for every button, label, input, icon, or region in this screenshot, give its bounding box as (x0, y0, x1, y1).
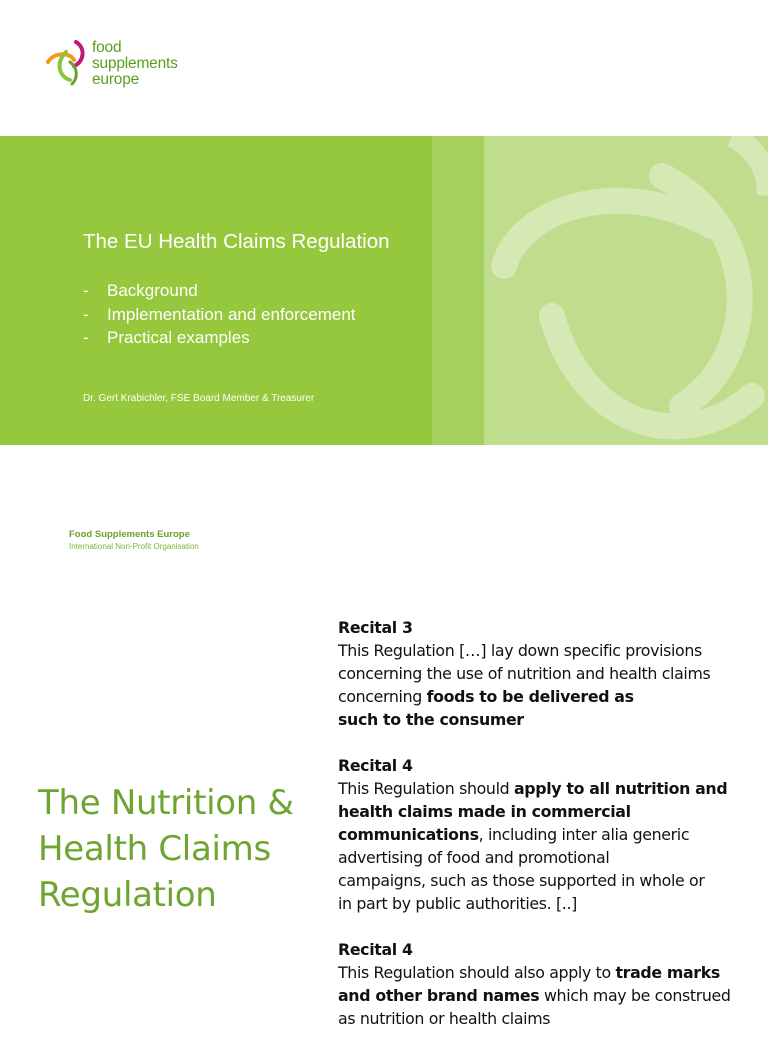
agenda-item (83, 326, 356, 350)
author-line: Dr. Gert Krabichler, FSE Board Member & Treasurer (83, 393, 315, 404)
emphasis-text: such to the consumer (338, 710, 524, 729)
body-text: in part by public authorities. [..] (338, 894, 577, 913)
agenda-item (83, 279, 356, 303)
recital-line (338, 961, 758, 984)
body-text: campaigns, such as those supported in whole or (338, 871, 705, 890)
emphasis-text: and other brand names (338, 986, 540, 1005)
organisation-subtitle: International Non-Profit Organisation (69, 542, 199, 551)
logo-line: europe (92, 71, 140, 88)
recital-line (338, 777, 758, 800)
slide-title (38, 780, 294, 918)
presentation-title: The EU Health Claims Regulation (83, 230, 390, 253)
slide-title-line: The Nutrition & (38, 783, 294, 823)
slide-title-line: Health Claims (38, 829, 271, 869)
emphasis-text: apply to all nutrition and (513, 779, 728, 798)
fse-decorative-arcs (432, 136, 768, 445)
recital-heading: Recital 3 (338, 618, 413, 637)
recital-line (338, 892, 758, 915)
recital-line (338, 708, 758, 731)
organisation-name: Food Supplements Europe (69, 529, 190, 540)
recital-line (338, 639, 758, 662)
agenda-item-text: Implementation and enforcement (107, 304, 356, 324)
recital-text (338, 777, 758, 915)
recital-line (338, 685, 758, 708)
recital-line (338, 662, 758, 685)
agenda-item (83, 303, 356, 327)
recital-line (338, 1007, 758, 1030)
recital-line (338, 869, 758, 892)
recital-block (338, 616, 758, 731)
recital-heading: Recital 4 (338, 940, 413, 959)
body-text: , including inter alia generic (478, 825, 690, 844)
fse-logo-icon (44, 38, 88, 90)
emphasis-text: communications (338, 825, 479, 844)
recital-line (338, 984, 758, 1007)
recital-block (338, 754, 758, 915)
emphasis-text: foods to be delivered as (426, 687, 634, 706)
logo-wordmark (92, 40, 178, 88)
agenda-item-text: Background (107, 281, 198, 300)
body-text: This Regulation should (338, 779, 514, 798)
bullet-dash: - (83, 304, 89, 324)
body-text: This Regulation should also apply to (338, 963, 616, 982)
body-text: which may be construed (539, 986, 731, 1005)
body-text: as nutrition or health claims (338, 1009, 551, 1028)
fse-logo (44, 38, 178, 90)
body-text: This Regulation […] lay down specific provisions (338, 641, 702, 660)
recital-line (338, 823, 758, 846)
recitals-column (338, 616, 758, 1053)
body-text: advertising of food and promotional (338, 848, 610, 867)
recital-heading: Recital 4 (338, 756, 413, 775)
emphasis-text: health claims made in commercial (338, 802, 631, 821)
emphasis-text: trade marks (615, 963, 720, 982)
recital-text (338, 639, 758, 731)
body-text: concerning the use of nutrition and health claims (338, 664, 711, 683)
recital-block (338, 938, 758, 1030)
bullet-dash: - (83, 328, 89, 347)
slide-title-line: Regulation (38, 875, 217, 915)
title-banner (0, 136, 768, 445)
agenda-list (83, 279, 356, 350)
agenda-item-text: Practical examples (107, 328, 250, 347)
logo-line: supplements (92, 55, 178, 72)
recital-text (338, 961, 758, 1030)
recital-line (338, 846, 758, 869)
bullet-dash: - (83, 281, 89, 300)
body-text: concerning (338, 687, 427, 706)
logo-line: food (92, 39, 122, 56)
recital-line (338, 800, 758, 823)
